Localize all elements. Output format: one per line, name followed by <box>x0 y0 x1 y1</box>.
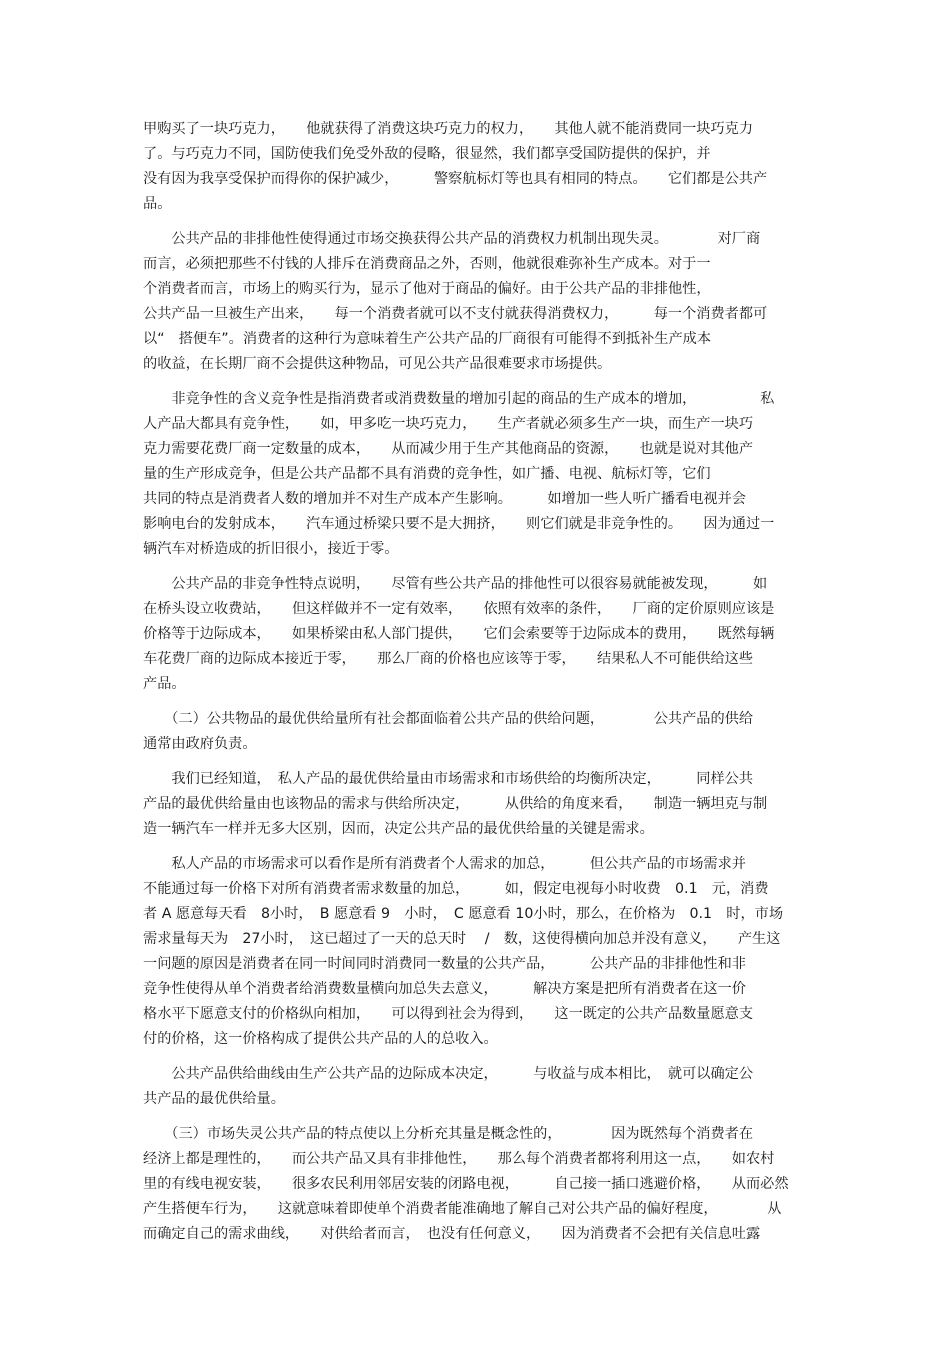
text-line: 共同的特点是消费者人数的增加并不对生产成本产生影响。 如增加一些人听广播看电视并会 <box>143 491 746 507</box>
text-line: 竞争性使得从单个消费者给消费数量横向加总失去意义， 解决方案是把所有消费者在这一价 <box>143 981 746 997</box>
text-line: 私人产品的市场需求可以看作是所有消费者个人需求的加总， 但公共产品的市场需求并 <box>143 856 746 872</box>
text-line: 造一辆汽车一样并无多大区别，因而，决定公共产品的最优供给量的关键是需求。 <box>143 821 654 837</box>
text-line: 通常由政府负责。 <box>143 736 257 752</box>
text-line: 人产品大都具有竞争性， 如，甲多吃一块巧克力， 生产者就必须多生产一块，而生产一块巧 <box>143 416 754 432</box>
text-line: 而确定自己的需求曲线， 对供给者而言， 也没有任何意义， 因为消费者不会把有关信息吐露 <box>143 1226 761 1242</box>
text-line: （二）公共物品的最优供给量所有社会都面临着公共产品的供给问题， 公共产品的供给 <box>143 711 754 727</box>
text-line: 公共产品的非竞争性特点说明， 尽管有些公共产品的排他性可以很容易就能被发现， 如 <box>143 576 768 592</box>
text-line: 了。与巧克力不同，国防使我们免受外敌的侵略，很显然，我们都享受国防提供的保护，并 <box>143 146 711 162</box>
text-line: 非竞争性的含义竞争性是指消费者或消费数量的增加引起的商品的生产成本的增加， 私 <box>143 391 775 407</box>
text-line: 者 A 愿意每天看 8小时， B 愿意看 9 小时， C 愿意看 10小时，那么，在价格为 0.1 时，市场 <box>143 906 784 922</box>
text-line: 共产品的最优供给量。 <box>143 1091 285 1107</box>
text-line: 辆汽车对桥造成的折旧很小，接近于零。 <box>143 541 399 557</box>
text-line: 产品。 <box>143 676 186 692</box>
text-line: 产品的最优供给量由也该物品的需求与供给所决定， 从供给的角度来看， 制造一辆坦克与制 <box>143 796 768 812</box>
text-line: 影响电台的发射成本， 汽车通过桥梁只要不是大拥挤， 则它们就是非竞争性的。 因为通过一 <box>143 516 775 532</box>
text-line: 公共产品供给曲线由生产公共产品的边际成本决定， 与收益与成本相比， 就可以确定公 <box>143 1066 754 1082</box>
text-line: 价格等于边际成本， 如果桥梁由私人部门提供， 它们会索要等于边际成本的费用， 既然每辆 <box>143 626 775 642</box>
text-line: 甲购买了一块巧克力， 他就获得了消费这块巧克力的权力， 其他人就不能消费同一块巧克力 <box>143 121 754 137</box>
text-line: 格水平下愿意支付的价格纵向相加， 可以得到社会为得到， 这一既定的公共产品数量愿意支 <box>143 1006 754 1022</box>
text-line: 克力需要花费厂商一定数量的成本， 从而减少用于生产其他商品的资源， 也就是说对其他产 <box>143 441 754 457</box>
text-line: 我们已经知道， 私人产品的最优供给量由市场需求和市场供给的均衡所决定， 同样公共 <box>143 771 754 787</box>
text-line: 公共产品的非排他性使得通过市场交换获得公共产品的消费权力机制出现失灵。 对厂商 <box>143 231 761 247</box>
text-line: 量的生产形成竞争，但是公共产品都不具有消费的竞争性，如广播、电视、航标灯等，它们 <box>143 466 711 482</box>
text-line: 而言，必须把那些不付钱的人排斥在消费商品之外，否则，他就很难弥补生产成本。对于一 <box>143 256 711 272</box>
text-line: 付的价格，这一价格构成了提供公共产品的人的总收入。 <box>143 1031 498 1047</box>
text-line: 个消费者而言，市场上的购买行为，显示了他对于商品的偏好。由于公共产品的非排他性， <box>143 281 711 297</box>
text-line: 需求量每天为 27小时， 这已超过了一天的总天时 / 数，这使得横向加总并没有意义， 产生这 <box>143 931 781 947</box>
text-line: 里的有线电视安装， 很多农民利用邻居安装的闭路电视， 自己接一插口逃避价格， 从而必然 <box>143 1176 789 1192</box>
text-line: 车花费厂商的边际成本接近于零， 那么厂商的价格也应该等于零， 结果私人不可能供给这些 <box>143 651 754 667</box>
text-line: 产生搭便车行为， 这就意味着即使单个消费者能准确地了解自己对公共产品的偏好程度， 从 <box>143 1201 782 1217</box>
text-line: 品。 <box>143 196 172 212</box>
text-line: 在桥头设立收费站， 但这样做并不一定有效率， 依照有效率的条件， 厂商的定价原则应该是 <box>143 601 775 617</box>
text-line: 以“ 搭便车”。消费者的这种行为意味着生产公共产品的厂商很有可能得不到抵补生产成本 <box>143 331 712 347</box>
text-line: 一问题的原因是消费者在同一时间同时消费同一数量的公共产品， 公共产品的非排他性和非 <box>143 956 746 972</box>
text-line: 的收益，在长期厂商不会提供这种物品，可见公共产品很难要求市场提供。 <box>143 356 612 372</box>
text-line: 公共产品一旦被生产出来， 每一个消费者就可以不支付就获得消费权力， 每一个消费者都可 <box>143 306 768 322</box>
text-line: （三）市场失灵公共产品的特点使以上分析充其量是概念性的， 因为既然每个消费者在 <box>143 1126 754 1142</box>
text-line: 不能通过每一价格下对所有消费者需求数量的加总， 如，假定电视每小时收费 0.1 元，消费 <box>143 881 769 897</box>
text-line: 经济上都是理性的， 而公共产品又具有非排他性， 那么每个消费者都将利用这一点， 如农村 <box>143 1151 775 1167</box>
text-line: 没有因为我享受保护而得你的保护减少， 警察航标灯等也具有相同的特点。 它们都是公共产 <box>143 171 768 187</box>
